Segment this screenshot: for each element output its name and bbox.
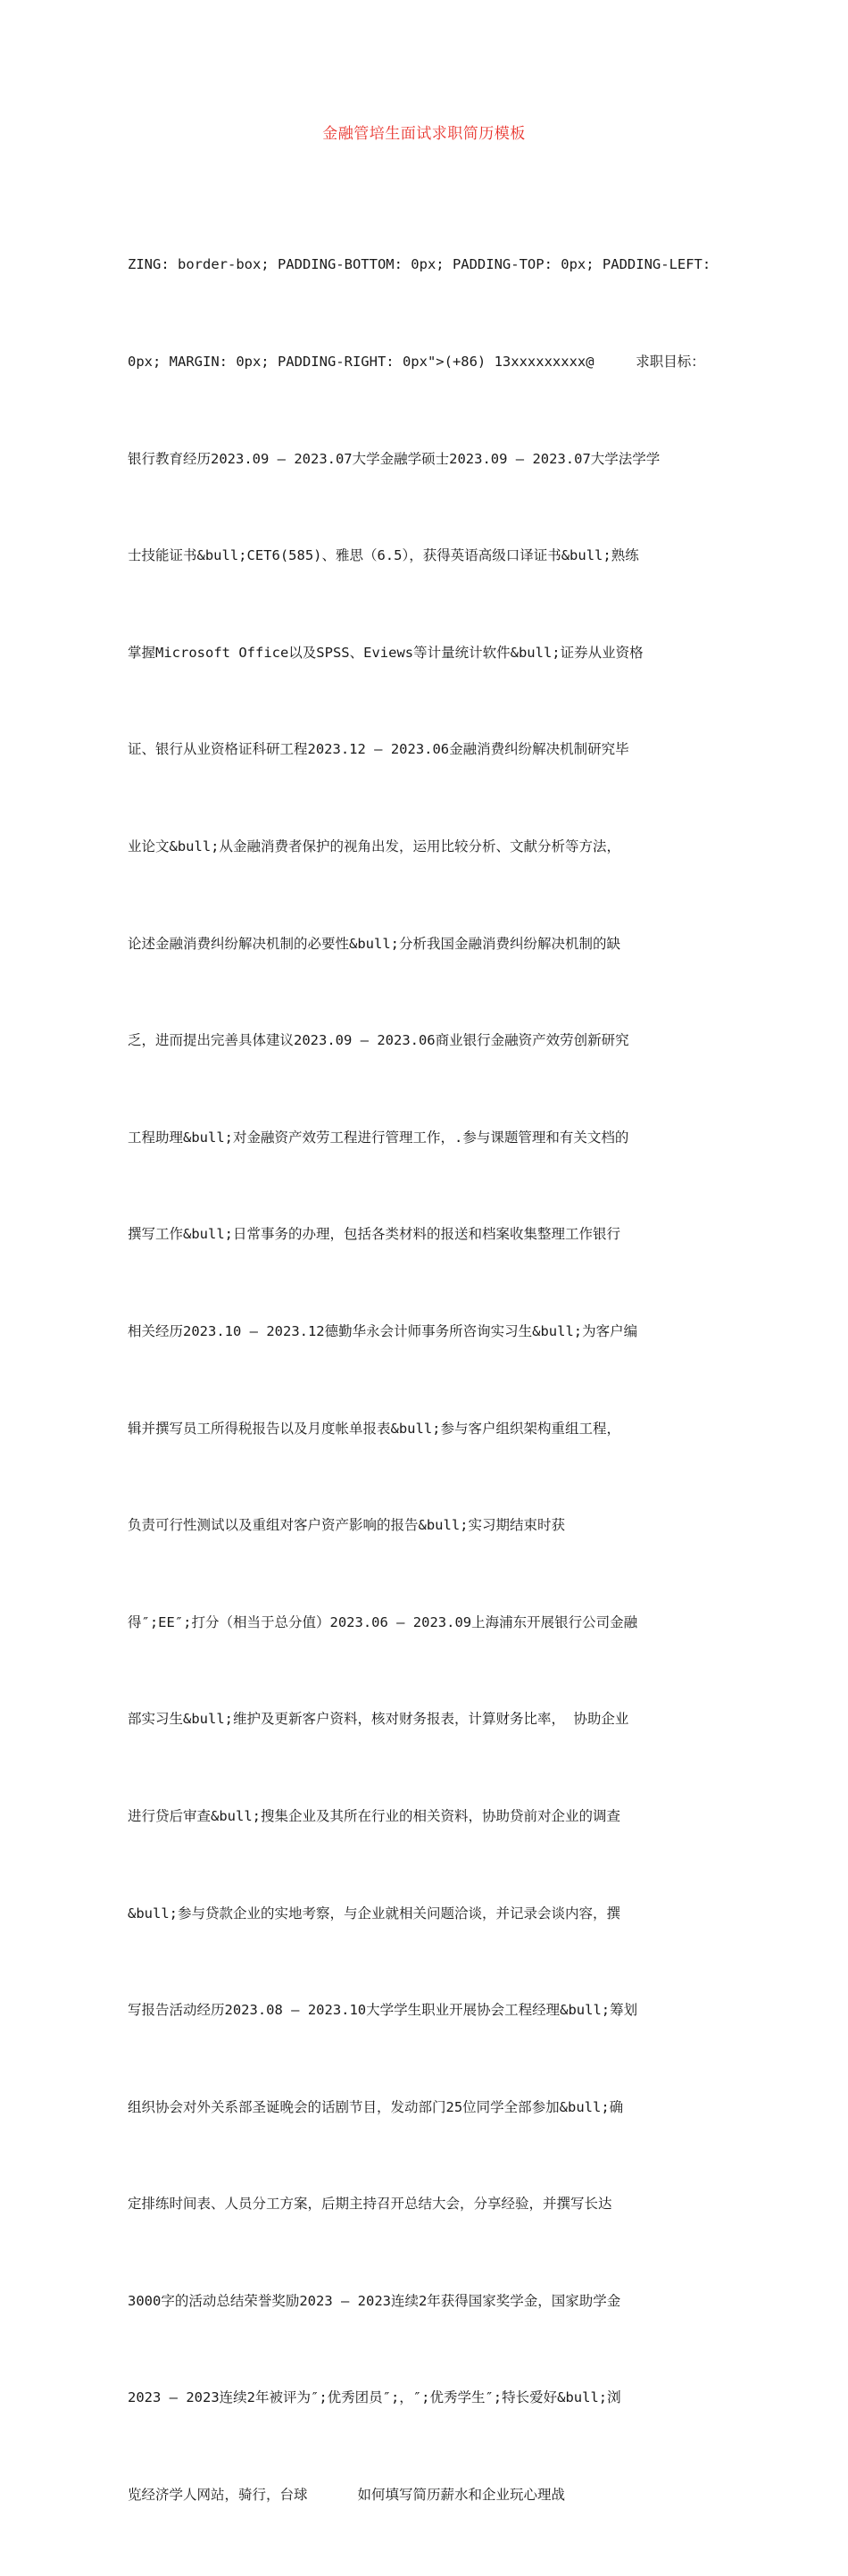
body-line: &bull;参与贷款企业的实地考察，与企业就相关问题洽谈，并记录会谈内容，撰 (128, 1905, 620, 1922)
document-body (128, 184, 727, 2576)
body-line: 览经济学人网站，骑行，台球 如何填写简历薪水和企业玩心理战 (128, 2487, 565, 2504)
body-line: ZING: border-box; PADDING-BOTTOM: 0px; PADDING-TOP: 0px; PADDING-LEFT: (128, 256, 711, 273)
body-line: 3000字的活动总结荣誉奖励2023 – 2023连续2年获得国家奖学金，国家助学金 (128, 2292, 621, 2309)
body-line: 辑并撰写员工所得税报告以及月度帐单报表&bull;参与客户组织架构重组工程， (128, 1420, 620, 1437)
body-line: 撰写工作&bull;日常事务的办理，包括各类材料的报送和档案收集整理工作银行 (128, 1226, 620, 1243)
body-line: 得″;EE″;打分（相当于总分值）2023.06 – 2023.09上海浦东开展银行公司金融 (128, 1613, 638, 1630)
body-line: 证、银行从业资格证科研工程2023.12 – 2023.06金融消费纠纷解决机制研究毕 (128, 741, 629, 758)
body-line: 论述金融消费纠纷解决机制的必要性&bull;分析我国金融消费纠纷解决机制的缺 (128, 935, 620, 952)
body-line: 写报告活动经历2023.08 – 2023.10大学学生职业开展协会工程经理&bull;筹划 (128, 2002, 638, 2019)
body-line: 士技能证书&bull;CET6(585)、雅思（6.5），获得英语高级口译证书&bull;熟练 (128, 547, 639, 564)
body-line: 部实习生&bull;维护及更新客户资料，核对财务报表，计算财务比率， 协助企业 (128, 1711, 629, 1728)
body-line: 相关经历2023.10 – 2023.12德勤华永会计师事务所咨询实习生&bull;为客户编 (128, 1322, 638, 1339)
body-line: 业论文&bull;从金融消费者保护的视角出发，运用比较分析、文献分析等方法， (128, 838, 620, 854)
document-title: 金融管培生面试求职简历模板 (322, 125, 526, 143)
body-line: 0px; MARGIN: 0px; PADDING-RIGHT: 0px">(+86) 13xxxxxxxxx@ 求职目标： (128, 354, 705, 370)
body-line: 2023 – 2023连续2年被评为″;优秀团员″;，″;优秀学生″;特长爱好&bull;浏 (128, 2389, 621, 2406)
body-line: 组织协会对外关系部圣诞晚会的话剧节目，发动部门25位同学全部参加&bull;确 (128, 2098, 624, 2115)
body-line: 进行贷后审查&bull;搜集企业及其所在行业的相关资料，协助贷前对企业的调查 (128, 1807, 620, 1824)
body-line: 工程助理&bull;对金融资产效劳工程进行管理工作，.参与课题管理和有关文档的 (128, 1129, 629, 1146)
body-line: 银行教育经历2023.09 – 2023.07大学金融学硕士2023.09 – 2023.07大学法学学 (128, 450, 661, 467)
body-line: 掌握Microsoft Office以及SPSS、Eviews等计量统计软件&bull;证券从业资格 (128, 644, 644, 661)
body-line: 乏，进而提出完善具体建议2023.09 – 2023.06商业银行金融资产效劳创新研究 (128, 1032, 629, 1049)
body-line: 负责可行性测试以及重组对客户资产影响的报告&bull;实习期结束时获 (128, 1517, 565, 1534)
body-line: 定排练时间表、人员分工方案，后期主持召开总结大会，分享经验，并撰写长达 (128, 2196, 612, 2213)
